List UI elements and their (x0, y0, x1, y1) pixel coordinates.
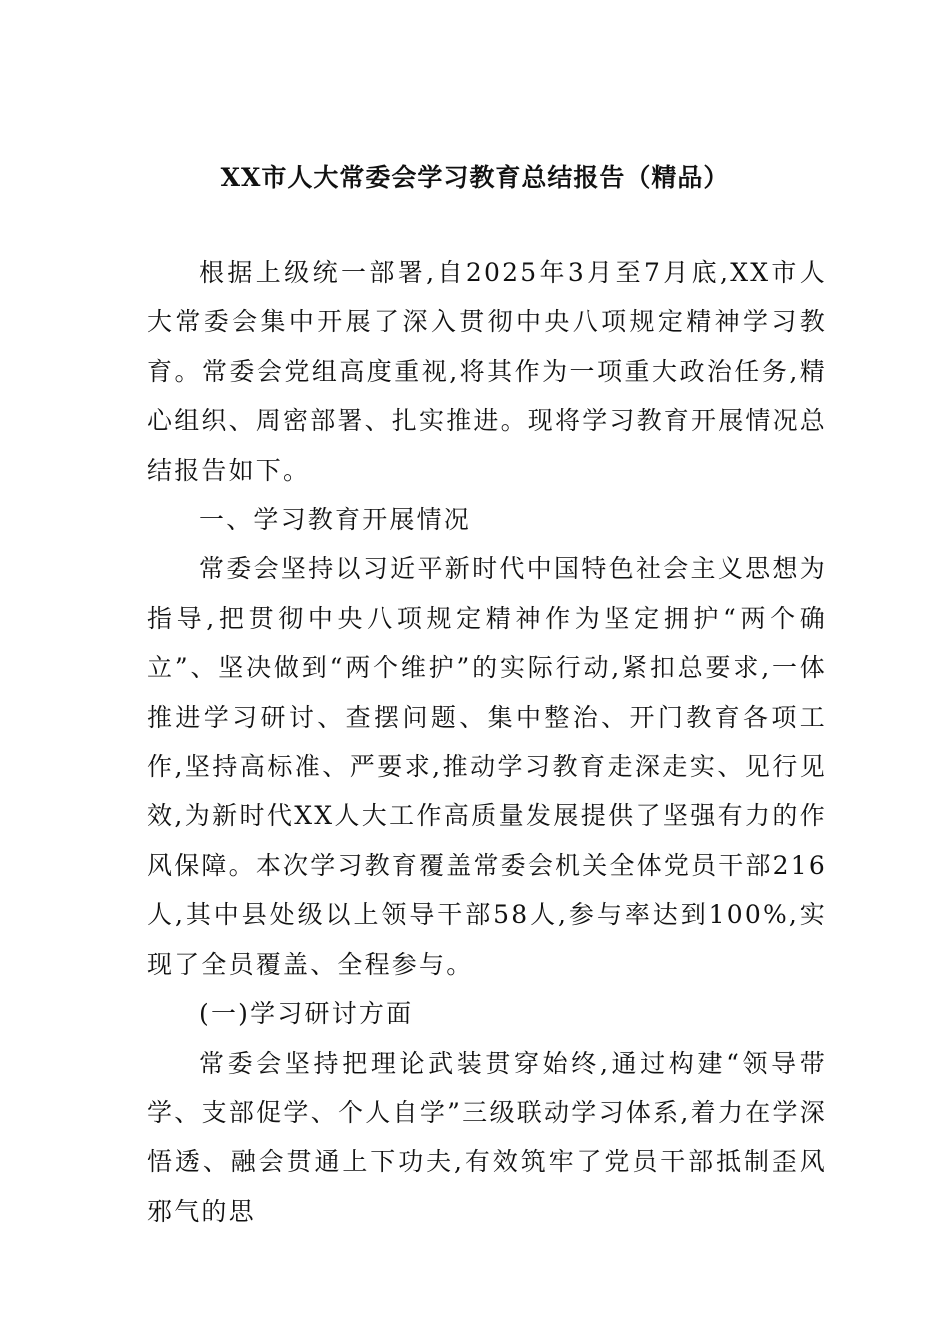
intro-paragraph: 根据上级统一部署,自2025年3月至7月底,XX市人大常委会集中开展了深入贯彻中央八项规定精神学习教育。常委会党组高度重视,将其作为一项重大政治任务,精心组织、周密部署、扎实推进。现将学习教育开展情况总结报告如下。 (147, 258, 828, 485)
section-1-paragraph: 常委会坚持以习近平新时代中国特色社会主义思想为指导,把贯彻中央八项规定精神作为坚定拥护“两个确立”、坚决做到“两个维护”的实际行动,紧扣总要求,一体推进学习研讨、查摆问题、集中整治、开门教育各项工作,坚持高标准、严要求,推动学习教育走深走实、见行见效,为新时代XX人大工作高质量发展提供了坚强有力的作风保障。本次学习教育覆盖常委会机关全体党员干部216人,其中县处级以上领导干部58人,参与率达到100%,实现了全员覆盖、全程参与。 (147, 554, 827, 979)
document-title: XX市人大常委会学习教育总结报告（精品） (220, 163, 730, 192)
subsection-heading-1: (一)学习研讨方面 (199, 999, 414, 1029)
document-body (147, 248, 827, 1236)
subsection-1-paragraph: 常委会坚持把理论武装贯穿始终,通过构建“领导带学、支部促学、个人自学”三级联动学习体系,着力在学深悟透、融会贯通上下功夫,有效筑牢了党员干部抵制歪风邪气的思 (147, 1048, 827, 1226)
section-heading-1: 一、学习教育开展情况 (199, 505, 472, 535)
